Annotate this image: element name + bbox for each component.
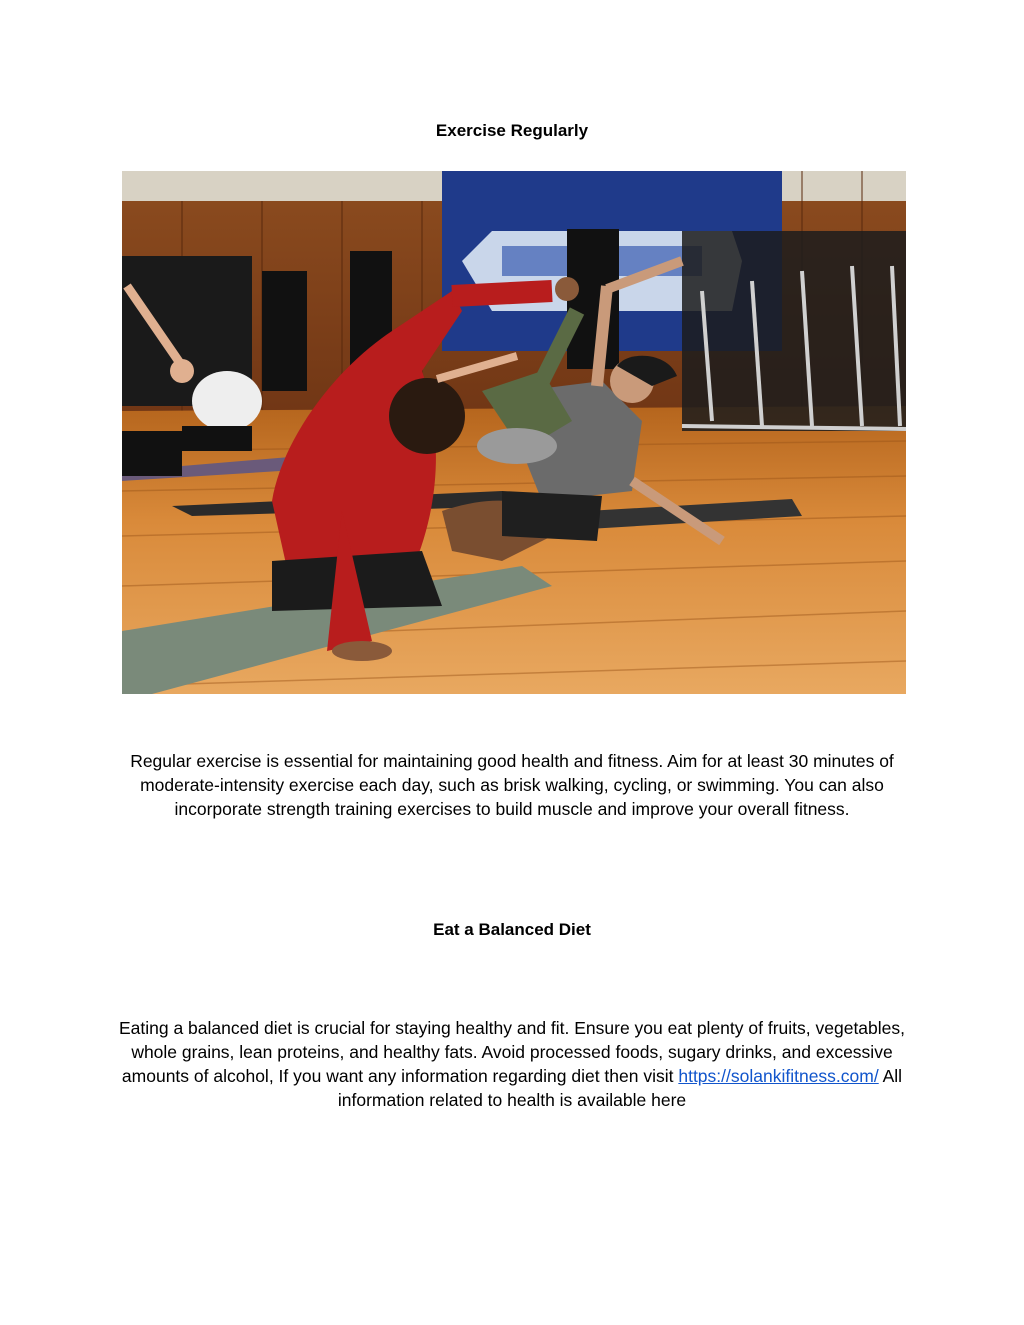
diet-paragraph-text: Eating a balanced diet is crucial for staying healthy and fit. Ensure you eat plenty of fruits, vegetables, whole grains, lean proteins, and healthy fats. Avoid processed foods, sugary drinks, and excessive amounts of alcohol, If you want any information regarding diet then visit xyxy=(118,1018,905,1086)
diet-paragraph xyxy=(118,1016,906,1112)
gym-exercise-photo xyxy=(122,171,906,694)
diet-paragraph-trailing-text: All information related to health is available here xyxy=(337,1066,903,1110)
exercise-paragraph: Regular exercise is essential for maintaining good health and fitness. Aim for at least 30 minutes of moderate-intensity exercise each day, such as brisk walking, cycling, or swimming. You can also incorporate strength training exercises to build muscle and improve your overall fitness. xyxy=(130,751,894,819)
section-heading-exercise: Exercise Regularly xyxy=(435,121,589,140)
section-heading-diet: Eat a Balanced Diet xyxy=(433,920,591,939)
solankifitness-link[interactable]: https://solankifitness.com/ xyxy=(678,1066,879,1086)
